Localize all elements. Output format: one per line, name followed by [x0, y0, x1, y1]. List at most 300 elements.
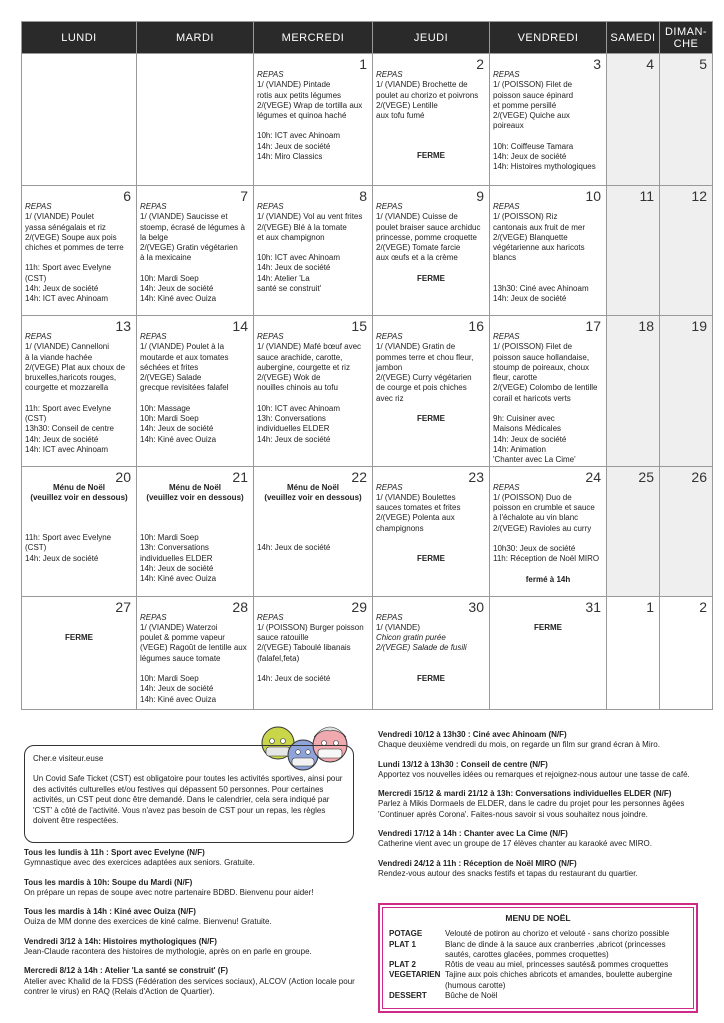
cell-line: Chicon gratin purée: [376, 633, 446, 643]
day-number: 8: [359, 188, 367, 204]
day-header: JEUDI: [373, 22, 490, 54]
cell-line: 14h: Jeux de société: [25, 553, 99, 563]
cell-line: 10h: ICT avec Ahinoam: [257, 131, 341, 141]
day-number: 27: [115, 598, 131, 615]
cell-line: 1/ (VIANDE) Poulet à la: [140, 342, 225, 352]
cell-line: 14h: Kiné avec Ouiza: [140, 574, 217, 584]
day-cell: [254, 466, 373, 596]
day-number: 19: [691, 318, 707, 334]
note-body: Chaque deuxième vendredi du mois, on regarde un film sur grand écran à Miro.: [378, 740, 660, 750]
cell-line: cantonais aux fruit de mer: [493, 222, 586, 232]
cell-line: 2/(VEGE) Taboulé libanais: [257, 643, 351, 653]
cell-line: grecque revisitées falafel: [140, 383, 229, 393]
cell-line: 2/(VEGE) Blanquette: [493, 232, 568, 242]
cell-line: REPAS: [493, 202, 520, 211]
cell-line: (veuillez voir en dessous): [146, 492, 244, 502]
visitor-greeting: Cher.e visiteur.euse: [33, 754, 104, 763]
cell-line: 1/ (VIANDE) Cannelloni: [25, 342, 110, 352]
note-title: Vendredi 10/12 à 13h30 : Ciné avec Ahinoam (N/F): [378, 730, 567, 739]
spacer: [25, 503, 133, 513]
day-cell: [22, 316, 137, 467]
cell-line: 1/ (POISSON) Riz: [493, 212, 558, 222]
cell-line: poisson sauce épinard: [493, 90, 574, 100]
day-number: 15: [351, 318, 367, 334]
cell-line: 14h: ICT avec Ahinoam: [25, 294, 109, 304]
cell-line: 2/(VEGE) Tomate farcie: [376, 243, 461, 253]
cell-line: FERME: [417, 673, 445, 683]
cell-line: Maisons Médicales: [493, 424, 562, 434]
activity-note: [378, 789, 708, 820]
note-title: Vendredi 3/12 à 14h: Histoires mythologiques (N/F): [24, 936, 217, 946]
cell-line: 2/(VEGE) Wok de: [257, 373, 321, 383]
cell-line: 2/(VEGE) Salade: [140, 373, 202, 383]
note-body: Apportez vos nouvelles idées ou remarques et rejoignez-nous autour une tasse de café.: [378, 769, 690, 779]
cell-line: 14h: Jeux de société: [25, 284, 99, 294]
cell-line: 2/(VEGE) Quiche aux: [493, 111, 570, 121]
day-cell: [373, 316, 490, 467]
cell-line: courgette et mozzarella: [25, 383, 109, 393]
spacer: [493, 264, 603, 274]
day-cell: [660, 466, 713, 596]
day-number: 12: [691, 188, 707, 204]
spacer: [376, 404, 486, 414]
cell-line: 14h: Jeux de société: [140, 284, 214, 294]
cell-line: poireaux: [493, 121, 524, 131]
day-header: DIMAN-CHE: [660, 22, 713, 54]
cell-line: 2/(VEGE) Soupe aux pois: [25, 232, 117, 242]
activity-note: [24, 966, 359, 997]
note-title: Vendredi 17/12 à 14h : Chanter avec La Cime (N/F): [378, 829, 568, 839]
spacer: [25, 523, 133, 533]
day-cell: [373, 54, 490, 186]
calendar: [21, 21, 713, 710]
cell-line: Ménu de Noël: [286, 482, 339, 492]
day-number: 4: [646, 56, 654, 72]
cell-line: avec riz: [376, 393, 404, 403]
menu-course: PLAT 2: [389, 960, 416, 970]
cell-line: REPAS: [257, 202, 284, 211]
day-cell: [607, 186, 660, 316]
day-cell: [254, 54, 373, 186]
cell-line: 14h: Jeux de société: [257, 674, 331, 684]
day-cell: [22, 186, 137, 316]
spacer: [257, 121, 369, 131]
cell-line: 10h: Coiffeuse Tamara: [493, 141, 574, 151]
cell-line: FERME: [417, 151, 445, 161]
day-cell: [607, 54, 660, 186]
cell-line: (veuillez voir en dessous): [264, 492, 362, 502]
day-number: 14: [232, 318, 248, 334]
cell-line: 1/ (VIANDE) Gratin de: [376, 342, 456, 352]
spacer: [25, 253, 133, 263]
spacer: [140, 503, 250, 513]
cell-line: 14h: Jeux de société: [257, 263, 331, 273]
cell-line: 1/ (VIANDE) Pintade: [257, 80, 331, 90]
day-cell: [607, 316, 660, 467]
activity-note: [24, 937, 359, 958]
day-number: 9: [476, 188, 484, 204]
spacer: [376, 264, 486, 274]
day-number: 17: [585, 318, 601, 334]
menu-row: [389, 960, 687, 970]
spacer: [140, 264, 250, 274]
cell-line: Ménu de Noël: [168, 482, 221, 492]
note-body: Rendez-vous autour des snacks festifs et tapas du restaurant du quartier.: [378, 868, 638, 878]
cell-line: Ménu de Noël: [52, 482, 105, 492]
spacer: [376, 654, 486, 664]
cell-line: yassa sénégalais et riz: [25, 222, 106, 232]
cell-line: REPAS: [493, 482, 520, 492]
menu-row: [389, 940, 687, 961]
spacer: [493, 132, 603, 142]
cell-line: REPAS: [140, 202, 167, 211]
week-row: [22, 186, 713, 316]
note-title: Lundi 13/12 à 13h30 : Conseil de centre (N/F): [378, 759, 548, 769]
cell-line: 2/(VEGE) Plat aux choux de: [25, 362, 126, 372]
note-title: Mercredi 8/12 à 14h : Atelier 'La santé se construit' (F): [24, 966, 229, 976]
spacer: [493, 274, 603, 284]
cell-line: 1/ (VIANDE) Brochette de: [376, 80, 468, 90]
cell-line: 14h: Atelier 'La: [257, 273, 310, 283]
cell-line: REPAS: [140, 332, 167, 341]
day-number: 20: [115, 468, 131, 485]
cell-line: 1/ (POISSON) Burger poisson: [257, 622, 364, 632]
cell-line: aux œufs et a la crème: [376, 253, 458, 263]
spacer: [257, 523, 369, 533]
spacer: [25, 394, 133, 404]
menu-row: [389, 991, 687, 1001]
day-header: VENDREDI: [490, 22, 607, 54]
activity-note: [24, 907, 359, 928]
weekday-header: [22, 22, 713, 54]
cell-line: 1/ (VIANDE): [376, 622, 421, 632]
day-number: 10: [585, 188, 601, 204]
cell-line: pommes terre et chou fleur,: [376, 352, 474, 362]
menu-course: POTAGE: [389, 929, 423, 939]
cell-line: 1/ (VIANDE) Waterzoi: [140, 622, 218, 632]
cell-line: 2/(VEGE) Blé à la tomate: [257, 222, 347, 232]
cell-line: 1/ (VIANDE) Boulettes: [376, 492, 456, 502]
cell-line: santé se construit': [257, 284, 322, 294]
spacer: [376, 664, 486, 674]
cell-line: à la viande hachée: [25, 352, 93, 362]
cell-line: 1/ (VIANDE) Poulet: [25, 212, 94, 222]
day-cell: [373, 466, 490, 596]
cell-line: 13h30: Conseil de centre: [25, 424, 114, 434]
cell-line: 14h: Kiné avec Ouiza: [140, 694, 217, 704]
cell-line: 2/(VEGE) Wrap de tortilla aux: [257, 100, 363, 110]
week-row: [22, 54, 713, 186]
cell-line: 14h: Jeux de société: [140, 684, 214, 694]
day-cell: [137, 316, 254, 467]
cell-line: poulet & pomme vapeur: [140, 633, 225, 643]
day-number: 7: [240, 188, 248, 204]
cell-line: 14h: Jeux de société: [25, 434, 99, 444]
cell-line: blancs: [493, 253, 517, 263]
cell-line: 14h: Jeux de société: [140, 564, 214, 574]
cell-line: 13h30: Ciné avec Ahinoam: [493, 283, 589, 293]
cell-line: 13h: Conversations: [257, 414, 326, 424]
cell-line: 1/ (VIANDE) Vol au vent frites: [257, 212, 363, 222]
cell-line: 'Chanter avec La Cime': [493, 455, 576, 465]
note-title: Tous les mardis à 14h : Kiné avec Ouiza (N/F): [24, 907, 196, 917]
cell-line: REPAS: [25, 202, 52, 211]
menu-dish: Blanc de dinde à la sauce aux cranberries ,abricot (princesses sautés, carottes glacées, pommes croquettes): [445, 939, 666, 959]
day-number: 24: [585, 468, 601, 485]
day-number: 2: [476, 56, 484, 72]
cell-line: (falafel,feta): [257, 653, 300, 663]
week-row: [22, 316, 713, 467]
cell-line: 14h: Jeux de société: [257, 543, 331, 553]
cell-line: 11h: Sport avec Evelyne: [25, 263, 112, 273]
cell-line: 11h: Réception de Noël MIRO: [493, 554, 600, 564]
cell-line: 10h: Massage: [140, 403, 191, 413]
cell-line: 14h: Jeux de société: [493, 152, 567, 162]
spacer: [140, 394, 250, 404]
cell-line: REPAS: [140, 612, 167, 622]
cell-line: 10h: Mardi Soep: [140, 533, 199, 543]
cell-line: 10h: Mardi Soep: [140, 273, 199, 283]
day-number: 3: [593, 56, 601, 72]
cell-line: 13h: Conversations: [140, 543, 209, 553]
activity-note: [24, 878, 359, 899]
activity-note: [24, 848, 359, 869]
cell-line: à la mexicaine: [140, 253, 192, 263]
menu-title: MENU DE NOËL: [505, 913, 571, 923]
cell-line: (veuillez voir en dessous): [30, 492, 128, 502]
cell-line: 2/(VEGE) Polenta aux: [376, 513, 455, 523]
cell-line: 14h: Histoires mythologiques: [493, 162, 596, 172]
day-header: SAMEDI: [607, 22, 660, 54]
note-body: Ouiza de MM donne des exercices de kiné calme. Bienvenu! Gratuite.: [24, 917, 272, 927]
spacer: [493, 534, 603, 544]
cell-line: REPAS: [376, 202, 403, 211]
cell-line: 2/(VEGE) Curry végétarien: [376, 373, 472, 383]
day-number: 21: [232, 468, 248, 485]
cell-line: FERME: [534, 622, 562, 632]
day-number: 2: [699, 598, 707, 615]
cell-line: FERME: [417, 273, 445, 283]
cell-line: 14h: ICT avec Ahinoam: [25, 444, 109, 454]
cell-line: à l'échalote au vin blanc: [493, 513, 579, 523]
day-cell: [254, 596, 373, 709]
cell-line: sauce arachide, carotte,: [257, 352, 343, 362]
cell-line: 14h: Kiné avec Ouiza: [140, 434, 217, 444]
cell-line: 2/(VEGE) Salade de fusili: [376, 643, 467, 653]
day-cell: [137, 54, 254, 186]
note-title: Tous les mardis à 10h: Soupe du Mardi (N/F): [24, 877, 193, 887]
cell-line: 2/(VEGE) Lentille: [376, 100, 438, 110]
cell-line: moutarde et aux tomates: [140, 352, 229, 362]
cell-line: 1/ (VIANDE) Mafé bœuf avec: [257, 342, 362, 352]
cell-line: 14h: Miro Classics: [257, 152, 323, 162]
spacer: [140, 523, 250, 533]
spacer: [140, 664, 250, 674]
activity-notes-right: [378, 730, 708, 888]
cell-line: 1/ (POISSON) Filet de: [493, 342, 573, 352]
day-number: 16: [468, 318, 484, 334]
cell-line: sauces tomates et frites: [376, 503, 461, 513]
spacer: [376, 534, 486, 544]
day-number: 1: [646, 598, 654, 615]
cell-line: REPAS: [376, 332, 403, 341]
cell-line: 2/(VEGE) Ravioles au curry: [493, 523, 592, 533]
week-row: [22, 596, 713, 709]
cell-line: (CST): [25, 543, 47, 553]
cell-line: poisson en crumble et sauce: [493, 503, 595, 513]
day-cell: [490, 596, 607, 709]
note-title: Tous les lundis à 11h : Sport avec Evelyne (N/F): [24, 848, 205, 857]
cell-line: stoemp, écrasé de légumes à: [140, 222, 245, 232]
cell-line: REPAS: [493, 70, 520, 79]
cell-line: individuelles ELDER: [140, 553, 213, 563]
spacer: [25, 513, 133, 523]
day-header: MERCREDI: [254, 22, 373, 54]
cell-line: corail et haricots verts: [493, 393, 571, 403]
spacer: [25, 623, 133, 633]
cell-line: poulet braiser sauce archiduc: [376, 222, 481, 232]
christmas-menu: [378, 903, 698, 1013]
cell-line: 14h: Animation: [493, 444, 546, 454]
cell-line: 9h: Cuisiner avec: [493, 414, 555, 424]
spacer: [257, 513, 369, 523]
cell-line: 1/ (VIANDE) Saucisse et: [140, 212, 228, 222]
cell-line: 10h: Mardi Soep: [140, 674, 199, 684]
day-cell: [660, 54, 713, 186]
visitor-cst-text: Un Covid Safe Ticket (CST) est obligatoire pour toutes les activités sportives, ainsi pour des activités culturelles et/ou festives qui dépassent 50 personnes. Pour certaines activités, un CST peut donc être demandé. Dans le calendrier, cela sera indiqué par 'CST' à côté de l'activité. Vous n'avez pas besoin de CST pour un repas, les règles doivent être respectées.: [33, 774, 343, 826]
menu-dish: Tajine aux pois chiches abricots et amandes, boulette aubergine (humous carotte): [445, 970, 673, 990]
day-header: MARDI: [137, 22, 254, 54]
spacer: [376, 141, 486, 151]
day-number: 30: [468, 598, 484, 615]
day-number: 28: [232, 598, 248, 615]
spacer: [376, 121, 486, 131]
day-number: 23: [468, 468, 484, 485]
cell-line: REPAS: [257, 332, 284, 341]
cell-line: séchées et frites: [140, 362, 199, 372]
cell-line: individuelles ELDER: [257, 424, 330, 434]
visitor-info-box: [24, 745, 354, 843]
cell-line: légumes et quinoa haché: [257, 111, 347, 121]
cell-line: aubergine, courgette et riz: [257, 362, 350, 372]
day-number: 31: [585, 598, 601, 615]
cell-line: 14h: Jeux de société: [257, 141, 331, 151]
spacer: [376, 131, 486, 141]
day-cell: [137, 596, 254, 709]
spacer: [493, 565, 603, 575]
activity-note: [378, 859, 708, 880]
menu-course: PLAT 1: [389, 939, 416, 949]
cell-line: 11h: Sport avec Evelyne (CST): [25, 403, 112, 424]
day-number: 6: [123, 188, 131, 204]
cell-line: 1/ (POISSON) Filet de: [493, 80, 573, 90]
menu-dish: Velouté de potiron au chorizo et velouté - sans chorizo possible: [445, 929, 670, 939]
cell-line: (CST): [25, 273, 47, 283]
cell-line: et aux champignon: [257, 232, 325, 242]
menu-row: [389, 929, 687, 939]
day-number: 1: [359, 56, 367, 72]
cell-line: rotis aux petits légumes: [257, 90, 342, 100]
cell-line: bruxelles,haricots rouges,: [25, 373, 117, 383]
activity-note: [378, 730, 708, 751]
cell-line: 10h: ICT avec Ahinoam: [257, 253, 341, 263]
day-number: 29: [351, 598, 367, 615]
day-cell: [490, 186, 607, 316]
cell-line: 14h: Kiné avec Ouiza: [140, 294, 217, 304]
cell-line: 1/ (POISSON) Duo de: [493, 492, 572, 502]
cell-line: fermé à 14h: [525, 574, 571, 584]
cell-line: sauce ratouille: [257, 633, 309, 643]
cell-line: 2/(VEGE) Gratin végétarien: [140, 243, 238, 253]
cell-line: FERME: [417, 414, 445, 424]
cell-line: 14h: Jeux de société: [493, 294, 567, 304]
spacer: [140, 513, 250, 523]
cell-line: 14h: Jeux de société: [140, 424, 214, 434]
spacer: [257, 503, 369, 513]
cell-line: champignons: [376, 523, 424, 533]
cell-line: REPAS: [493, 332, 520, 341]
day-cell: [607, 596, 660, 709]
note-body: Catherine vient avec un groupe de 17 élèves chanter au karaoké avec MIRO.: [378, 839, 652, 849]
cell-line: (VEGE) Ragoût de lentille aux: [140, 643, 247, 653]
spacer: [257, 243, 369, 253]
day-cell: [373, 186, 490, 316]
cell-line: et pomme persillé: [493, 100, 557, 110]
note-body: Gymnastique avec des exercices adaptées aux seniors. Gratuite.: [24, 858, 255, 868]
note-title: Vendredi 24/12 à 11h : Réception de Noël MIRO (N/F): [378, 858, 577, 868]
spacer: [257, 394, 369, 404]
cell-line: 10h: ICT avec Ahinoam: [257, 403, 341, 413]
cell-line: FERME: [65, 632, 93, 642]
day-cell: [137, 466, 254, 596]
cell-line: légumes sauce tomate: [140, 653, 221, 663]
cell-line: aux tofu fumé: [376, 111, 425, 121]
cell-line: 11h: Sport avec Evelyne: [25, 533, 112, 543]
day-cell: [607, 466, 660, 596]
cell-line: 14h: Jeux de société: [257, 434, 331, 444]
activity-notes-left: [24, 848, 359, 1006]
day-number: 25: [638, 468, 654, 485]
menu-dish: Bûche de Noël: [445, 991, 498, 1001]
day-number: 5: [699, 56, 707, 72]
spacer: [493, 404, 603, 414]
day-cell: [490, 316, 607, 467]
day-cell: [254, 316, 373, 467]
cell-line: FERME: [417, 554, 445, 564]
spacer: [257, 664, 369, 674]
cell-line: REPAS: [257, 612, 284, 622]
menu-row: [389, 970, 687, 991]
day-number: 13: [115, 318, 131, 334]
cell-line: de courge et pois chiches: [376, 383, 467, 393]
day-number: 26: [691, 468, 707, 485]
day-number: 22: [351, 468, 367, 485]
cell-line: fleur, carotte: [493, 373, 538, 383]
cell-line: 10h30: Jeux de société: [493, 544, 576, 554]
day-cell: [660, 186, 713, 316]
menu-course: VEGETARIEN: [389, 970, 441, 980]
cell-line: REPAS: [376, 612, 403, 622]
day-cell: [137, 186, 254, 316]
note-body: Parlez à Mikis Dormaels de ELDER, dans le cadre du projet pour les personnes âgées 'Continuer après Corona'. Faites-nous savoir si vous souhaitez nous joindre.: [378, 799, 685, 819]
cell-line: chiches et pommes de terre: [25, 243, 124, 253]
day-cell: [22, 466, 137, 596]
cell-line: REPAS: [25, 332, 52, 341]
activity-note: [378, 760, 708, 781]
day-cell: [22, 596, 137, 709]
day-number: 18: [638, 318, 654, 334]
cell-line: 1/ (VIANDE) Cuisse de: [376, 212, 458, 222]
